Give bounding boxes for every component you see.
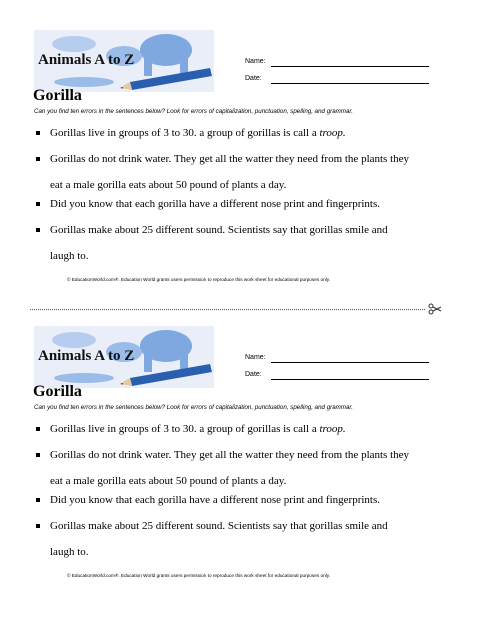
worksheet-2 — [0, 326, 480, 626]
instructions: Can you find ten errors in the sentences below? Look for errors of capitalization, punctuation, spelling, and grammar. — [34, 404, 353, 411]
instructions: Can you find ten errors in the sentences below? Look for errors of capitalization, punctuation, spelling, and grammar. — [34, 108, 353, 115]
bullet-icon — [36, 427, 40, 431]
banner-text: Animals A to Z — [38, 348, 135, 364]
fish-silhouette — [54, 77, 114, 87]
scissors-icon — [428, 302, 442, 316]
list-item: Gorillas make about 25 different sound. Scientists say that gorillas smile and laugh to. — [50, 514, 450, 565]
fish-silhouette — [54, 373, 114, 383]
copyright: © EducationWorld.com®. Education World grants users permission to reproduce this work sheet for educational purposes only. — [67, 573, 331, 578]
bullet-icon — [36, 453, 40, 457]
date-field[interactable] — [271, 83, 429, 84]
page-title: Gorilla — [33, 383, 82, 400]
list-item: Gorillas live in groups of 3 to 30. a group of gorillas is call a troop. — [50, 417, 450, 443]
bullet-icon — [36, 498, 40, 502]
banner — [34, 326, 214, 388]
date-label: Date: — [245, 75, 262, 82]
date-field[interactable] — [271, 379, 429, 380]
list-item: Gorillas do not drink water. They get all the watter they need from the plants they eat a male gorilla eats about 50 pound of plants a day. — [50, 147, 450, 198]
list-item: Gorillas do not drink water. They get all the watter they need from the plants they eat a male gorilla eats about 50 pound of plants a day. — [50, 443, 450, 494]
banner — [34, 30, 214, 92]
name-label: Name: — [245, 58, 266, 65]
copyright: © EducationWorld.com®. Education World grants users permission to reproduce this work sheet for educational purposes only. — [67, 277, 331, 282]
list-item: Gorillas live in groups of 3 to 30. a group of gorillas is call a troop. — [50, 121, 450, 147]
name-label: Name: — [245, 354, 266, 361]
cut-line — [30, 309, 425, 310]
bullet-icon — [36, 202, 40, 206]
bullet-icon — [36, 131, 40, 135]
animal-silhouette — [52, 332, 96, 348]
animal-silhouette — [52, 36, 96, 52]
date-label: Date: — [245, 371, 262, 378]
list-item: Gorillas make about 25 different sound. Scientists say that gorillas smile and laugh to. — [50, 218, 450, 269]
list-item: Did you know that each gorilla have a different nose print and fingerprints. — [50, 488, 450, 514]
bullet-icon — [36, 157, 40, 161]
name-field[interactable] — [271, 66, 429, 67]
bullet-icon — [36, 228, 40, 232]
worksheet-1 — [0, 30, 480, 330]
banner-text: Animals A to Z — [38, 52, 135, 68]
name-field[interactable] — [271, 362, 429, 363]
page-title: Gorilla — [33, 87, 82, 104]
bullet-icon — [36, 524, 40, 528]
list-item: Did you know that each gorilla have a different nose print and fingerprints. — [50, 192, 450, 218]
